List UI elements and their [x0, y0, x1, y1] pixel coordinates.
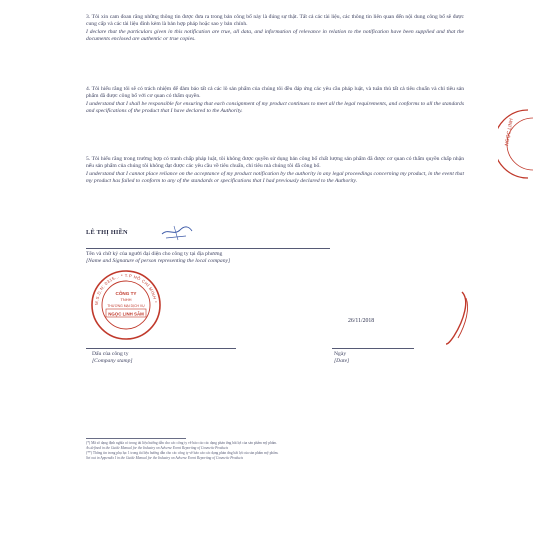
date-line — [332, 348, 414, 349]
footnotes — [86, 441, 466, 461]
date-label-vietnamese: Ngày — [334, 351, 347, 357]
company-stamp-label-vietnamese: Dấu của công ty — [92, 351, 129, 357]
side-seal-stamp — [498, 104, 538, 184]
declaration-paragraph-4 — [86, 86, 464, 116]
company-stamp-line — [86, 348, 236, 349]
stamp-line-2: TNHH — [120, 297, 132, 302]
footnote-divider — [86, 438, 186, 439]
paragraph-3-vietnamese: 3. Tôi xin cam đoan rằng những thông tin được đưa ra trong bản công bố này là đúng sự thật. Tất cả các tài liệu, các thông tin liên quan đến nội dung công bố sẽ được cung cấp và các tài liệu đính kèm là bản hợp pháp hoặc sao y bản chính. — [86, 14, 464, 28]
company-round-stamp — [90, 266, 162, 344]
signature-caption-vietnamese: Tên và chữ ký của người đại diện cho công ty tại địa phương — [86, 251, 223, 257]
signer-name: LÊ THỊ HIỀN — [86, 229, 128, 236]
paragraph-4-english: I understand that I shall be responsible for ensuring that each consignment of my product continues to meet all the legal requirements, and conforms to all the standards and specifications of the product that I have declared to the Authority. — [86, 100, 464, 115]
declaration-paragraph-3 — [86, 14, 464, 44]
paragraph-5-english: I understand that I cannot place reliance on the acceptance of my product notification by the authority in any legal proceedings concerning my product, in the event that my product has failed to conform to any of the standards or specifications that I had previously declared to the Authority. — [86, 170, 464, 185]
footnote-2-english: Set out in Appendix I in the Guide Manual for the Industry on Adverse Event Reporting of Cosmetic Products — [86, 455, 244, 460]
stamp-line-4: NGỌC LINH SÂM — [108, 311, 144, 317]
stamp-ring-text: M.S.D.N: 0315... * T.P HỒ CHÍ MINH * — [93, 272, 158, 306]
stamp-line-1: CÔNG TY — [115, 291, 137, 296]
paragraph-5-vietnamese: 5. Tôi hiểu rằng trong trường hợp có tranh chấp pháp luật, tôi không được quyền sử dụng bản công bố chất lượng sản phẩm đã được cơ quan có thẩm quyền chấp nhận nếu sản phẩm của chúng tôi không đạt được các yêu cầu về tiêu chuẩn, chỉ tiêu mà chúng tôi đã công bố. — [86, 156, 464, 170]
date-label — [334, 351, 349, 365]
date-value: 26/11/2018 — [348, 318, 375, 324]
signature-line — [86, 248, 330, 249]
company-stamp-label — [92, 351, 133, 365]
company-stamp-label-english: [Company stamp] — [92, 358, 133, 364]
footnote-1-english: As defined in the Guide Manual for the Industry on Adverse Event Reporting of Cosmetic Products — [86, 445, 229, 450]
footnote-1: (*) Mã số dạng định nghĩa có trong tài liệu hướng dẫn cho các công ty về báo cáo các dạng phản ứng bất lợi của sản phẩm mỹ phẩm. — [86, 441, 278, 445]
footnote-2: (**) Thông tin trong phụ lục 1 trong tài liệu hướng dẫn cho các công ty về báo cáo các dạng phản ứng bất lợi của sản phẩm mỹ phẩm. — [86, 450, 279, 455]
signature-caption-english: [Name and Signature of person representing the local company] — [86, 258, 231, 265]
red-signature-mark — [440, 290, 474, 346]
signature-caption — [86, 251, 346, 265]
paragraph-4-vietnamese: 4. Tôi hiểu rằng tôi sẽ có trách nhiệm để đảm bảo tất cả các lô sản phẩm của chúng tôi đều đáp ứng các yêu cầu pháp luật, và tuân thủ tất cả tiêu chuẩn và chỉ tiêu sản phẩm đã được công bố với cơ quan có thẩm quyền. — [86, 86, 464, 100]
stamp-line-3: THƯƠNG MẠI DỊCH VỤ — [107, 304, 145, 308]
declaration-paragraph-5 — [86, 156, 464, 186]
svg-text:NGỌC LINH: NGỌC LINH — [504, 117, 515, 147]
date-label-english: [Date] — [334, 358, 350, 364]
paragraph-3-english: I declare that the particulars given in this notification are true, all data, and information of relevance in relation to the notification have been supplied and that the documents enclosed are authentic or true copies. — [86, 28, 464, 43]
signature-scribble — [160, 222, 194, 244]
